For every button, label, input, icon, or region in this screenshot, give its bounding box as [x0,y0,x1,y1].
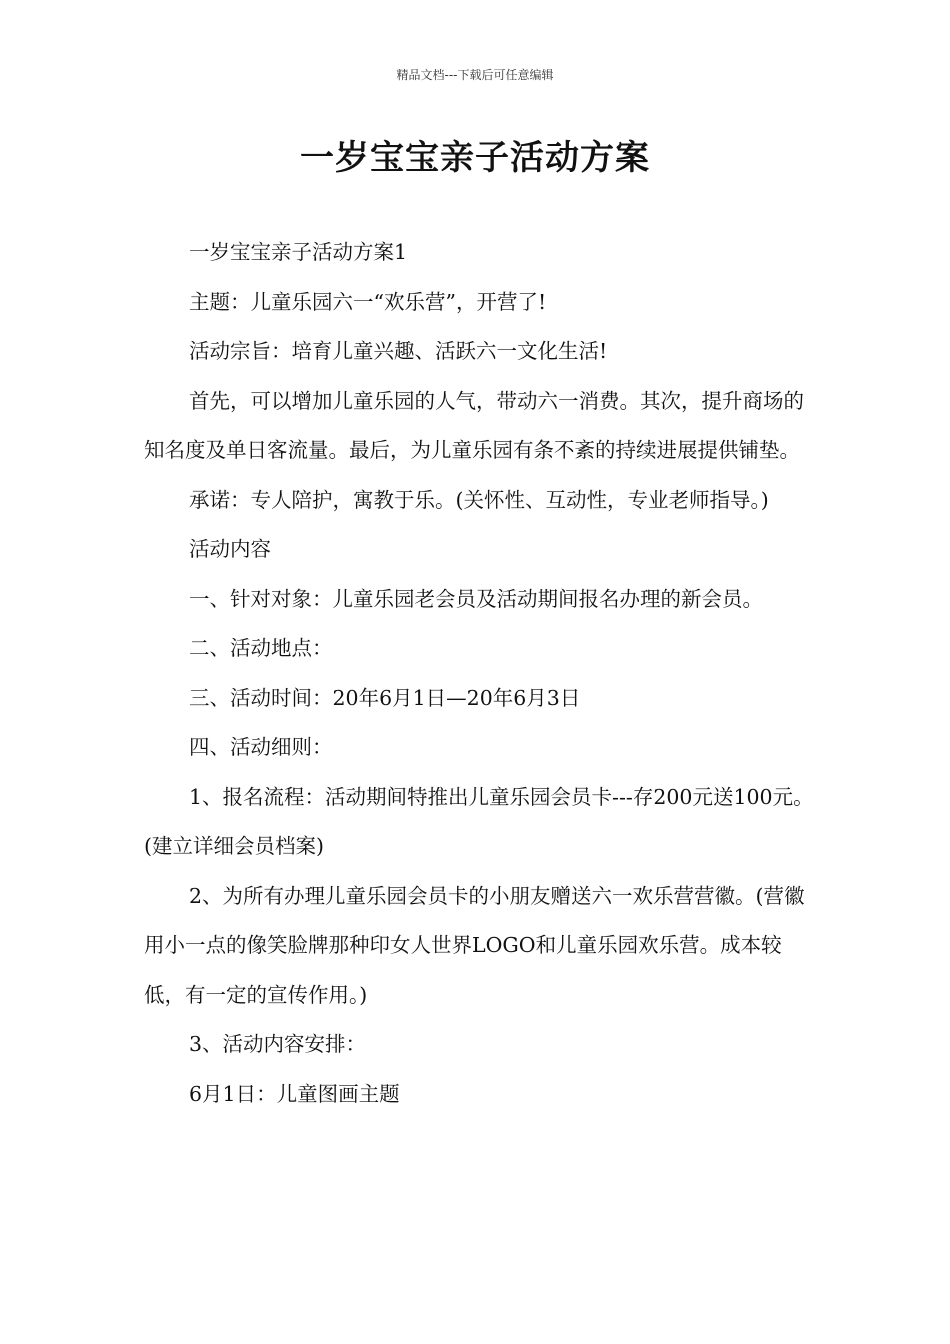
paragraph-target: 一、针对对象：儿童乐园老会员及活动期间报名办理的新会员。 [189,586,763,611]
paragraph-location: 二、活动地点： [189,636,333,660]
paragraph-plan-heading: 一岁宝宝亲子活动方案1 [189,240,408,264]
paragraph-benefits: 首先，可以增加儿童乐园的人气，带动六一消费。其次，提升商场的知名度及单日客流量。最后，为儿童乐园有条不紊的持续进展提供铺垫。 [144,388,804,462]
page-header-note: 精品文档---下载后可任意编辑 [396,68,554,82]
document-title: 一岁宝宝亲子活动方案 [300,138,650,178]
document-body [144,228,814,1119]
paragraph-content-heading: 活动内容 [189,537,271,561]
paragraph-purpose: 活动宗旨：培育儿童兴趣、活跃六一文化生活! [189,339,608,363]
paragraph-june-1: 6月1日：儿童图画主题 [189,1081,400,1106]
paragraph-signup-process: 1、报名流程：活动期间特推出儿童乐园会员卡---存200元送100元。(建立详细会员档案) [144,784,814,858]
paragraph-theme: 主题：儿童乐园六一“欢乐营”，开营了! [189,289,547,314]
paragraph-badge-gift: 2、为所有办理儿童乐园会员卡的小朋友赠送六一欢乐营营徽。(营徽用小一点的像笑脸牌那种印女人世界LOGO和儿童乐园欢乐营。成本较低，有一定的宣传作用。) [144,883,805,1007]
paragraph-time: 三、活动时间：20年6月1日—20年6月3日 [189,685,581,710]
paragraph-rules-heading: 四、活动细则： [189,735,333,759]
paragraph-promise: 承诺：专人陪护，寓教于乐。(关怀性、互动性，专业老师指导。) [189,487,769,512]
paragraph-schedule-heading: 3、活动内容安排： [189,1032,367,1056]
